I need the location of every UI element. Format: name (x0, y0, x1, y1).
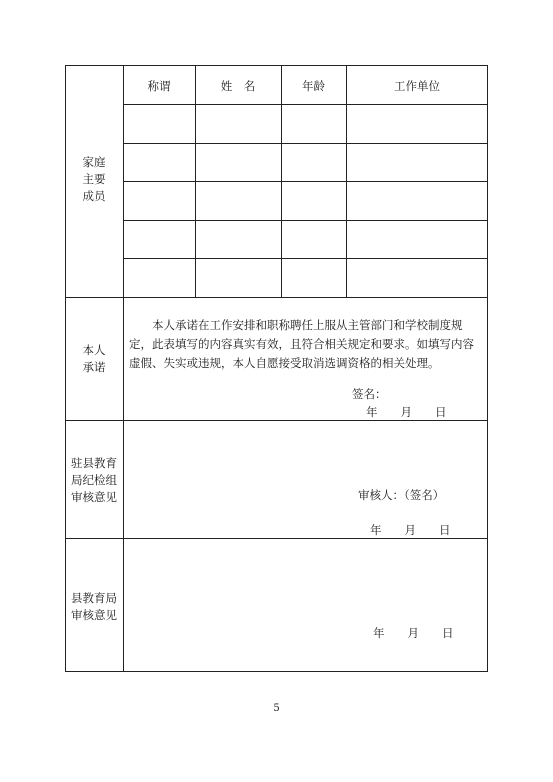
section-divider (65, 297, 488, 298)
header-age: 年龄 (302, 79, 325, 93)
row-divider (123, 220, 488, 221)
row-divider (123, 104, 488, 105)
header-name: 姓 名 (220, 79, 256, 93)
discipline-date: 年 月 日 (370, 523, 451, 537)
column-divider-label (123, 65, 124, 672)
pledge-date: 年 月 日 (366, 405, 447, 419)
row-divider (123, 181, 488, 182)
page-number: 5 (273, 703, 280, 714)
discipline-reviewer: 审核人：（签名） (358, 488, 445, 502)
row-divider (123, 143, 488, 144)
header-work-unit: 工作单位 (394, 79, 440, 93)
bureau-review-label: 县教育局 审核意见 (71, 591, 117, 622)
family-members-label: 家庭 主要 成员 (82, 155, 106, 203)
row-divider (123, 258, 488, 259)
discipline-review-label: 驻县教育 局纪检组 审核意见 (71, 456, 117, 504)
section-divider (65, 420, 488, 421)
pledge-label: 本人 承诺 (82, 343, 106, 374)
header-relation: 称谓 (147, 79, 171, 93)
section-divider (65, 538, 488, 539)
pledge-text: 本人承诺在工作安排和职称聘任上服从主管部门和学校制度规定，此表填写的内容真实有效，且符合相关规定和要求。如填写内容虚假、失实或违规，本人自愿接受取消选调资格的相关处理。 (129, 318, 474, 370)
pledge-signature: 签名： (352, 387, 387, 401)
bureau-date: 年 月 日 (373, 626, 454, 640)
